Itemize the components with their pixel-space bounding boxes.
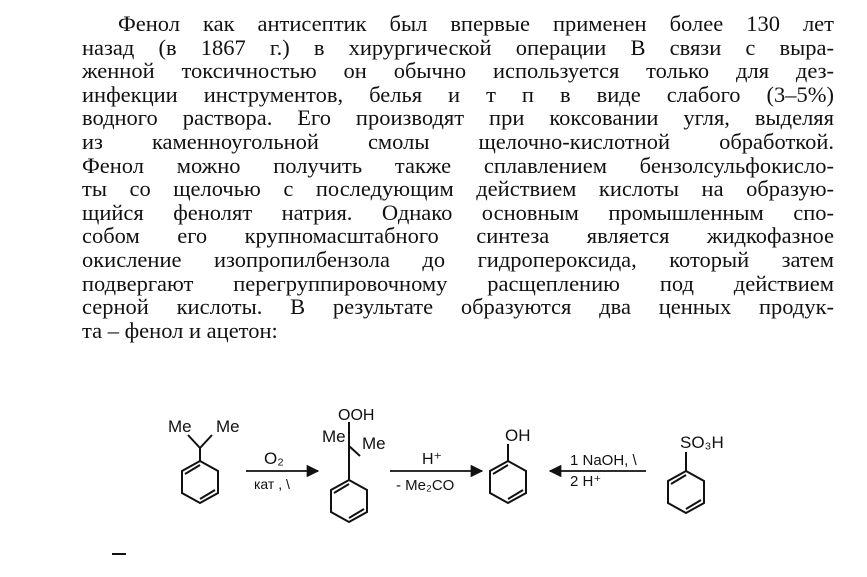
cumene-bond [188,435,200,448]
reaction-scheme [160,408,760,553]
paragraph-line: женной токсичностью он обычно используется только для дез- [82,58,834,84]
reagent-label: O₂ [264,449,284,468]
paragraph-line: ты со щелочью с последующим действием кислоты на образую- [82,176,834,202]
reagent-label: H⁺ [422,451,442,468]
arrow-cleavage [390,451,482,494]
main-paragraph [82,12,834,342]
phenol-double-bond [493,465,508,474]
paragraph-line: собом его крупномасштабного синтеза является жидкофазное [82,223,834,249]
paragraph-line: окисление изопропилбензола до гидропероксида, который затем [82,246,834,272]
footer-dash [112,553,126,555]
arrow-oxidation [246,449,318,492]
methyl-label: Me [322,427,346,446]
arrow-fusion [550,452,646,490]
hydroperoxide-double-bond [334,484,349,493]
cumene-benzene-ring [182,461,218,503]
methyl-label: Me [216,417,240,436]
hydroperoxide-benzene-ring [331,480,367,522]
hydroperoxide-structure [322,408,386,522]
cumene-double-bond [200,490,215,499]
paragraph-line: та – фенол и ацетон: [82,317,278,343]
phenol-structure [490,426,531,503]
sulfo-group-label: SO₃H [680,433,724,452]
paragraph-line: серной кислоты. В результате образуются два ценных продук- [82,294,834,320]
reagent-label: 2 H⁺ [570,473,602,490]
sulfonic-double-bond [671,475,686,484]
sulfonic-acid-structure [668,433,724,513]
hydroperoxy-label: OOH [338,408,375,424]
reagent-label: 1 NaOH, \ [570,452,637,469]
paragraph-line: Фенол можно получить также сплавлением бензолсульфокисло- [82,152,834,178]
phenol-benzene-ring [490,461,526,503]
cumene-double-bond [185,465,200,474]
paragraph-line: водного раствора. Его производят при коксовании угля, выделяя [82,105,834,131]
hydroperoxide-bond [349,446,360,456]
byproduct-label: - Me₂CO [396,477,455,494]
sulfonic-double-bond [686,500,701,509]
paragraph-line: из каменноугольной смолы щелочно-кислотной обработкой. [82,128,834,154]
hydroxyl-label: OH [505,426,531,445]
paragraph-line: Фенол как антисептик был впервые применен более 130 лет [118,11,834,36]
condition-label: кат , \ [254,476,290,492]
methyl-label: Me [168,417,192,436]
phenol-double-bond [508,490,523,499]
sulfonic-benzene-ring [668,471,704,513]
paragraph-line: инфекции инструментов, белья и т п в виде слабого (3–5%) [82,81,834,107]
paragraph-line: щийся фенолят натрия. Однако основным промышленным спо- [82,199,834,225]
paragraph-line: назад (в 1867 г.) в хирургической операции В связи с выра- [82,34,834,60]
hydroperoxide-double-bond [349,509,364,518]
methyl-label: Me [362,434,386,453]
paragraph-line: подвергают перегруппировочному расщеплению под действием [82,270,834,296]
cumene-structure [168,417,240,503]
cumene-bond [200,435,212,448]
